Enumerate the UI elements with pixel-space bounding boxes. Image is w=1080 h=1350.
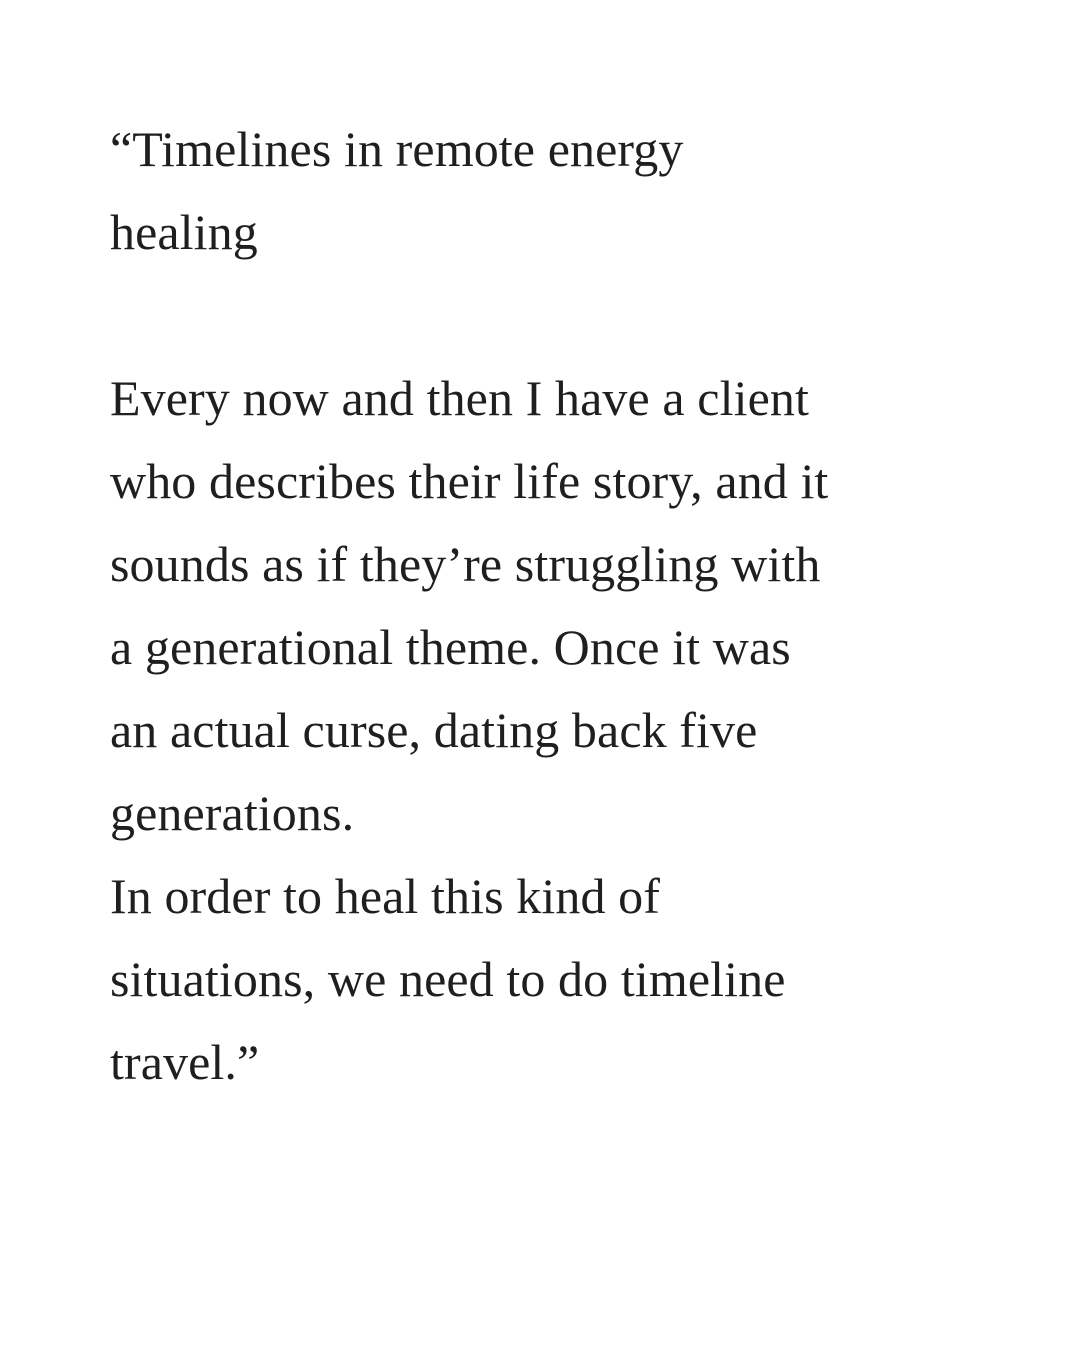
quote-body-line-8: situations, we need to do timeline [110, 951, 786, 1007]
quote-card [110, 108, 990, 1104]
quote-title-line-2: healing [110, 204, 258, 260]
quote-title-line-1: “Timelines in remote energy [110, 121, 684, 177]
quote-body-line-3: sounds as if they’re struggling with [110, 536, 821, 592]
quote-body-line-2: who describes their life story, and it [110, 453, 829, 509]
quote-body-line-7: In order to heal this kind of [110, 868, 660, 924]
quote-body-line-5: an actual curse, dating back five [110, 702, 758, 758]
paragraph-spacer [110, 274, 990, 357]
quote-body-line-9: travel.” [110, 1034, 260, 1090]
quote-body-line-4: a generational theme. Once it was [110, 619, 791, 675]
quote-body-line-6: generations. [110, 785, 355, 841]
quote-body-line-1: Every now and then I have a client [110, 370, 809, 426]
